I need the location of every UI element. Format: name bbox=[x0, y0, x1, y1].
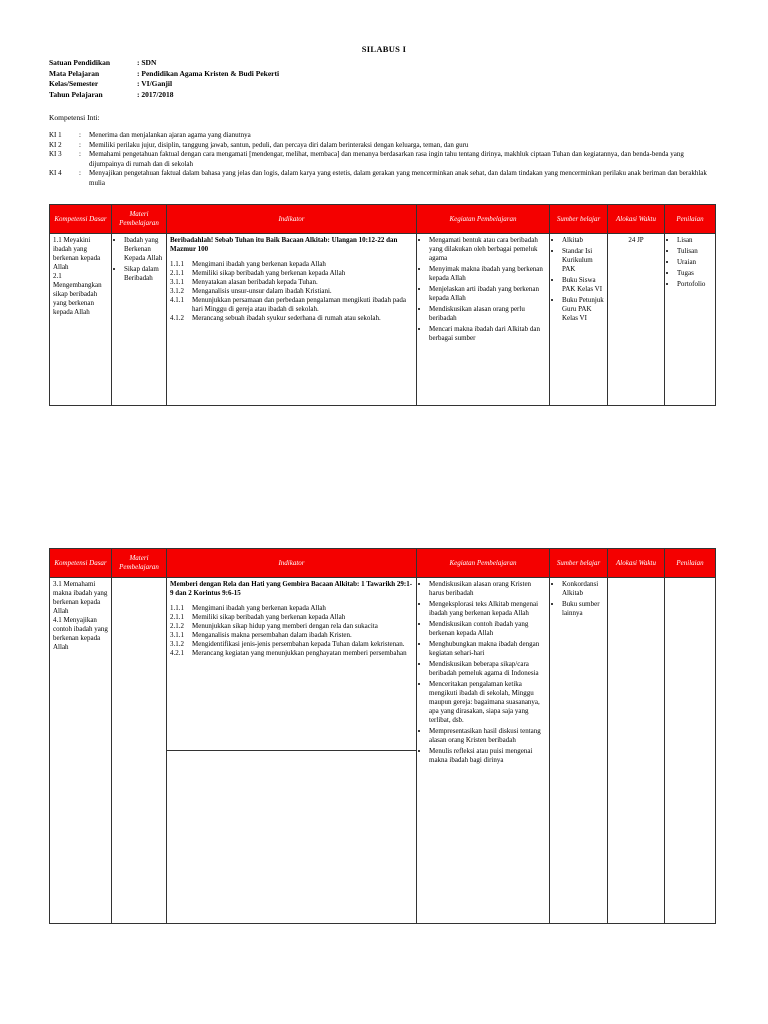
list-item: • Alkitab bbox=[562, 236, 604, 245]
header-kegiatan: Kegiatan Pembelajaran bbox=[417, 205, 550, 234]
list-item: • Menjelaskan arti ibadah yang berkenan kepada Allah bbox=[429, 285, 546, 303]
indikator-text: Menunjukkan sikap hidup yang memberi dengan rela dan sukacita bbox=[192, 622, 378, 630]
list-item: • Buku Petunjuk Guru PAK Kelas VI bbox=[562, 296, 604, 323]
header-indikator: Indikator bbox=[167, 549, 417, 578]
ki-item bbox=[49, 131, 715, 141]
list-item: • Mendiskusikan alasan orang Kristen harus beribadah bbox=[429, 580, 546, 598]
table-row bbox=[50, 578, 716, 924]
cell-divider bbox=[167, 750, 416, 751]
ki-text: Menerima dan menjalankan ajaran agama yang dianutnya bbox=[89, 131, 251, 139]
indikator-number: 3.1.2 bbox=[170, 640, 184, 648]
indikator-text: Merancang sebuah ibadah syukur sederhana di rumah atau sekolah. bbox=[192, 314, 381, 322]
indikator-text: Mengimani ibadah yang berkenan kepada Allah bbox=[192, 604, 326, 612]
ki-item bbox=[49, 150, 715, 169]
table-header-row bbox=[50, 549, 716, 578]
kegiatan-cell bbox=[417, 234, 550, 406]
sumber-cell bbox=[550, 234, 608, 406]
list-item: • Mendiskusikan beberapa sikap/cara beribadah pemeluk agama di Indonesia bbox=[429, 660, 546, 678]
info-value: : Pendidikan Agama Kristen & Budi Pekerti bbox=[137, 68, 280, 78]
kd-cell bbox=[50, 234, 112, 406]
kd-item: 4.1 Menyajikan contoh ibadah yang berkenan kepada Allah bbox=[53, 616, 108, 651]
indikator-cell bbox=[167, 234, 417, 406]
header-alokasi: Alokasi Waktu bbox=[608, 205, 665, 234]
list-item: • Uraian bbox=[677, 258, 712, 267]
list-item: • Lisan bbox=[677, 236, 712, 245]
kegiatan-cell bbox=[417, 578, 550, 924]
indikator-title: Memberi dengan Rela dan Hati yang Gembira Bacaan Alkitab: 1 Tawarikh 29:1-9 dan 2 Korintus 9:6-15 bbox=[170, 580, 413, 597]
indikator-cell bbox=[167, 578, 417, 924]
alokasi-cell: 24 JP bbox=[608, 234, 665, 406]
info-value: : 2017/2018 bbox=[137, 89, 174, 99]
indikator-item bbox=[170, 269, 413, 278]
ki-heading: Kompetensi Inti: bbox=[49, 113, 100, 122]
indikator-number: 4.1.1 bbox=[170, 296, 184, 304]
penilaian-cell bbox=[665, 234, 716, 406]
indikator-item bbox=[170, 314, 413, 323]
indikator-number: 4.2.1 bbox=[170, 649, 184, 657]
indikator-text: Mengidentifikasi jenis-jenis persembahan kepada Tuhan dalam kekristenan. bbox=[192, 640, 405, 648]
indikator-text: Mengimani ibadah yang berkenan kepada Allah bbox=[192, 260, 326, 268]
list-item: • Tulisan bbox=[677, 247, 712, 256]
ki-colon: : bbox=[79, 150, 81, 158]
kd-item: 1.1 Meyakini ibadah yang berkenan kepada Allah bbox=[53, 236, 101, 271]
indikator-block bbox=[170, 580, 413, 750]
list-item: • Menghubungkan makna ibadah dengan kegiatan sehari-hari bbox=[429, 640, 546, 658]
list-item: • Mendiskusikan contoh ibadah yang berkenan kepada Allah bbox=[429, 620, 546, 638]
header-materi: Materi Pembelajaran bbox=[112, 549, 167, 578]
list-item: • Buku sumber lainnya bbox=[562, 600, 604, 618]
list-item: • Sikap dalam Beribadah bbox=[124, 265, 163, 283]
syllabus-table-1 bbox=[49, 204, 716, 406]
indikator-number: 1.1.1 bbox=[170, 260, 184, 268]
list-item: • Mencari makna ibadah dari Alkitab dan berbagai sumber bbox=[429, 325, 546, 343]
sumber-cell bbox=[550, 578, 608, 924]
indikator-item bbox=[170, 649, 413, 658]
indikator-text: Memiliki sikap beribadah yang berkenan kepada Allah bbox=[192, 613, 346, 621]
list-item: • Portofolio bbox=[677, 280, 712, 289]
ki-text: Menyajikan pengetahuan faktual dalam bahasa yang jelas dan logis, dalam karya yang estetis, dalam gerakan yang mencerminkan anak sehat, dan dalam tindakan yang mencerminkan perilaku anak beriman dan berakhlak mulia bbox=[89, 169, 707, 187]
list-item: • Ibadah yang Berkenan Kepada Allah bbox=[124, 236, 163, 263]
list-item: • Menyimak makna ibadah yang berkenan kepada Allah bbox=[429, 265, 546, 283]
header-penilaian: Penilaian bbox=[665, 549, 716, 578]
indikator-text: Menunjukkan persamaan dan perbedaan pengalaman mengikuti ibadah pada hari Minggu di gereja atau ibadah di sekolah. bbox=[192, 296, 407, 313]
ki-item bbox=[49, 141, 715, 151]
indikator-title: Beribadahlah! Sebab Tuhan itu Baik Bacaan Alkitab: Ulangan 10:12-22 dan Mazmur 100 bbox=[170, 236, 398, 253]
indikator-item bbox=[170, 278, 413, 287]
indikator-text: Memiliki sikap beribadah yang berkenan kepada Allah bbox=[192, 269, 346, 277]
header-sumber: Sumber belajar bbox=[550, 205, 608, 234]
indikator-number: 2.1.1 bbox=[170, 613, 184, 621]
indikator-number: 4.1.2 bbox=[170, 314, 184, 322]
list-item: • Tugas bbox=[677, 269, 712, 278]
indikator-number: 3.1.1 bbox=[170, 278, 184, 286]
info-label: Kelas/Semester bbox=[49, 79, 99, 88]
indikator-number: 2.1.2 bbox=[170, 622, 184, 630]
ki-code: KI 3 bbox=[49, 150, 62, 158]
header-indikator: Indikator bbox=[167, 205, 417, 234]
syllabus-table-2 bbox=[49, 548, 716, 924]
list-item: • Buku Siswa PAK Kelas VI bbox=[562, 276, 604, 294]
indikator-number: 1.1.1 bbox=[170, 604, 184, 612]
info-label: Tahun Pelajaran bbox=[49, 89, 103, 99]
indikator-item bbox=[170, 631, 413, 640]
penilaian-cell bbox=[665, 578, 716, 924]
info-label: Satuan Pendidikan bbox=[49, 58, 111, 67]
ki-code: KI 2 bbox=[49, 140, 62, 149]
indikator-number: 3.1.1 bbox=[170, 631, 184, 639]
list-item: • Mengamati bentuk atau cara beribadah yang dilakukan oleh berbagai pemeluk agama bbox=[429, 236, 546, 263]
indikator-item bbox=[170, 260, 413, 269]
indikator-item bbox=[170, 604, 413, 613]
indikator-number: 3.1.2 bbox=[170, 287, 184, 295]
header-alokasi: Alokasi Waktu bbox=[608, 549, 665, 578]
ki-colon: : bbox=[79, 140, 81, 149]
list-item: • Konkordansi Alkitab bbox=[562, 580, 604, 598]
header-kompetensi-dasar: Kompetensi Dasar bbox=[50, 549, 112, 578]
header-sumber: Sumber belajar bbox=[550, 549, 608, 578]
table-row bbox=[50, 234, 716, 406]
kd-cell bbox=[50, 578, 112, 924]
info-value: : VI/Ganjil bbox=[137, 79, 173, 88]
header-kegiatan: Kegiatan Pembelajaran bbox=[417, 549, 550, 578]
ki-list bbox=[49, 131, 715, 188]
indikator-item bbox=[170, 622, 413, 631]
indikator-text: Menyatakan alasan beribadah kepada Tuhan. bbox=[192, 278, 318, 286]
ki-code: KI 4 bbox=[49, 169, 62, 177]
ki-item bbox=[49, 169, 715, 188]
list-item: • Mengeksplorasi teks Alkitab mengenai ibadah yang berkenan kepada Allah bbox=[429, 600, 546, 618]
ki-text: Memiliki perilaku jujur, disiplin, tanggung jawab, santun, peduli, dan percaya diri dalam berinteraksi dengan keluarga, teman, dan guru bbox=[89, 140, 469, 149]
info-value: : SDN bbox=[137, 58, 157, 67]
indikator-item bbox=[170, 640, 413, 649]
ki-colon: : bbox=[79, 131, 81, 139]
list-item: • Menceritakan pengalaman ketika mengikuti ibadah di sekolah, Minggu maupun gereja: bagaimana suasananya, apa yang dirasakan, siapa saja yang terlibat, dsb. bbox=[429, 680, 546, 725]
ki-code: KI 1 bbox=[49, 131, 62, 139]
indikator-number: 2.1.1 bbox=[170, 269, 184, 277]
indikator-item bbox=[170, 613, 413, 622]
document-title: SILABUS I bbox=[361, 44, 407, 54]
materi-cell bbox=[112, 234, 167, 406]
school-info bbox=[49, 58, 279, 100]
indikator-item bbox=[170, 287, 413, 296]
header-materi: Materi Pembelajaran bbox=[112, 205, 167, 234]
info-label: Mata Pelajaran bbox=[49, 68, 100, 78]
list-item: • Mempresentasikan hasil diskusi tentang alasan orang Kristen beribadah bbox=[429, 727, 546, 745]
list-item: • Mendiskusikan alasan orang perlu beribadah bbox=[429, 305, 546, 323]
ki-colon: : bbox=[79, 169, 81, 177]
header-penilaian: Penilaian bbox=[665, 205, 716, 234]
indikator-text: Merancang kegiatan yang menunjukkan penghayatan memberi persembahan bbox=[192, 649, 407, 657]
indikator-item bbox=[170, 296, 413, 314]
ki-text: Memahami pengetahuan faktual dengan cara mengamati [mendengar, melihat, membaca] dan menanya berdasarkan rasa ingin tahu tentang dirinya, makhluk ciptaan Tuhan dan kegiatannya, dan benda-benda yang dijumpainya di rumah dan di sekolah bbox=[89, 150, 684, 168]
list-item: • Menulis refleksi atau puisi mengenai makna ibadah bagi dirinya bbox=[429, 747, 546, 765]
table-header-row bbox=[50, 205, 716, 234]
list-item: • Standar Isi Kurikulum PAK bbox=[562, 247, 604, 274]
kd-item: 2.1 Mengembangkan sikap beribadah yang berkenan kepada Allah bbox=[53, 272, 102, 316]
materi-cell bbox=[112, 578, 167, 924]
indikator-text: Menganalisis unsur-unsur dalam ibadah Kristiani. bbox=[192, 287, 332, 295]
alokasi-cell bbox=[608, 578, 665, 924]
kd-item: 3.1 Memahami makna ibadah yang berkenan kepada Allah bbox=[53, 580, 108, 615]
indikator-text: Menganalisis makna persembahan dalam ibadah Kristen. bbox=[192, 631, 352, 639]
header-kompetensi-dasar: Kompetensi Dasar bbox=[50, 205, 112, 234]
